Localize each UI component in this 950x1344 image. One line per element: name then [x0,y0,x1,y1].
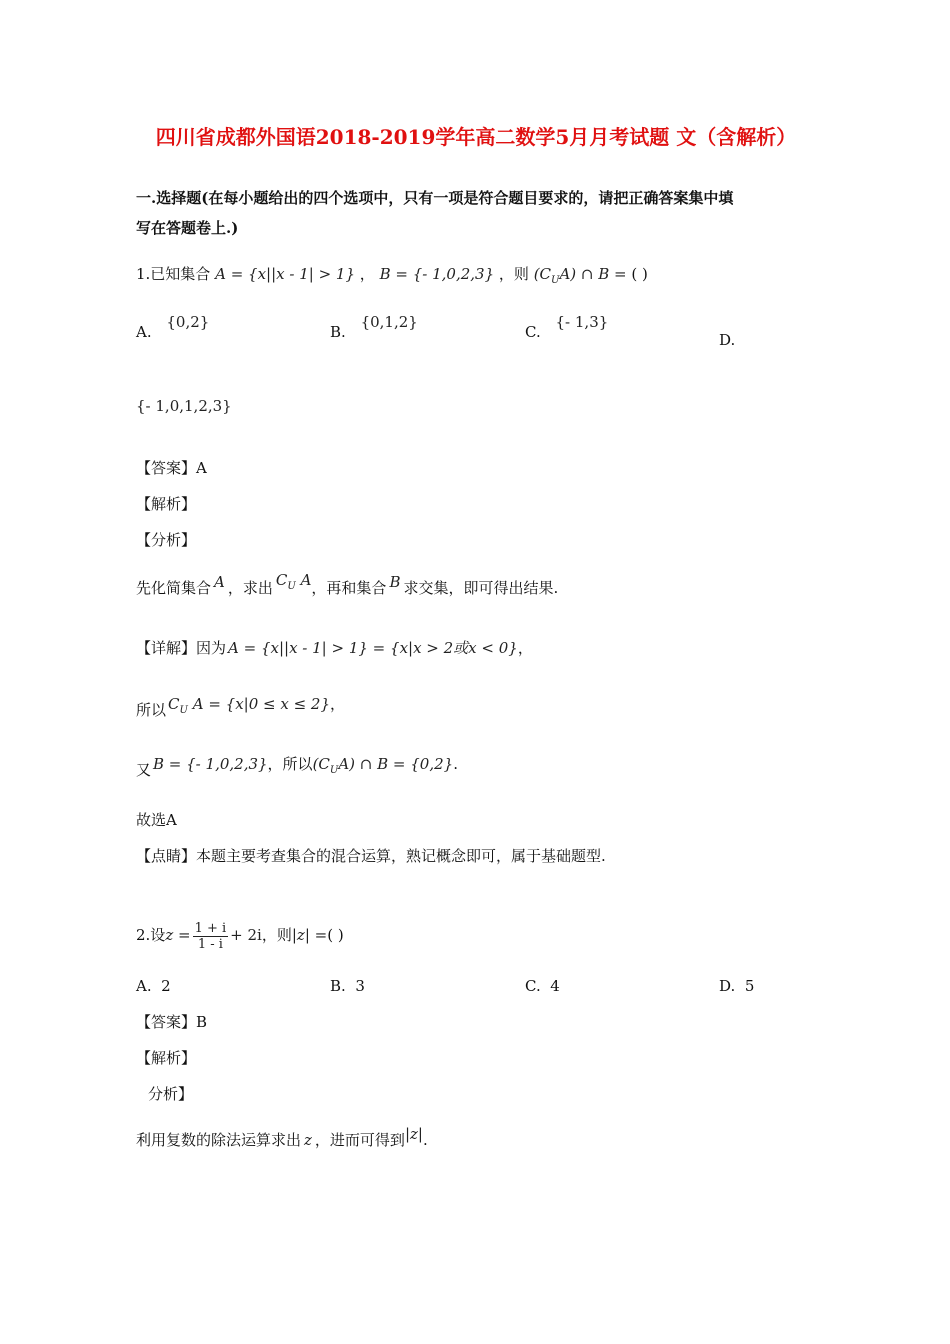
q1-option-d-value: {- 1,0,1,2,3} [136,397,232,415]
q2-fenxi-label: 分析】 [148,1085,194,1103]
section-heading-line1: 一.选择题(在每小题给出的四个选项中，只有一项是符合题目要求的，请把正确答案集中填 [136,189,734,207]
q1-prefix: 1.已知集合 [136,265,211,283]
q1-fenxi-text: 先化简集合 A ，求出 $C_U$ A，再和集合 B 求交集，即可得出结果. [136,571,559,597]
q2-option-c: C. 4 [525,977,560,995]
q1-expr: $(C_UA)$ ∩ B = [533,265,627,286]
q1-option-b: B. {0,1,2} [330,313,418,341]
q1-option-c: C. {- 1,3} [525,313,609,341]
q1-then: ，则 [498,265,529,283]
q1-set-b: B = {- 1,0,2,3} [379,265,495,283]
q2-stem: 2.设z = $\frac{1 + i}{1 - i}$ + 2i，则|z| =( ) [136,920,344,952]
q1-detail: 【详解】因为 A = {x||x - 1| > 1} = {x|x > 2或x < 0}， [136,639,533,657]
q2-option-b: B. 3 [330,977,365,995]
q1-option-d: D. [719,331,736,349]
q2-option-d: D. 5 [719,977,755,995]
q1-stem [136,264,648,291]
q1-comment: 【点睛】本题主要考查集合的混合运算，熟记概念即可，属于基础题型. [136,847,606,865]
q2-answer: 【答案】B [136,1013,208,1031]
q1-answer: 【答案】A [136,459,207,477]
q1-so1: 所以 $C_U$ A = {x|0 ≤ x ≤ 2}， [136,695,346,719]
q1-so2: 又 B = {- 1,0,2,3}，所以$(C_UA)$ ∩ B = {0,2}. [136,755,458,779]
q1-choose: 故选A [136,811,177,829]
q2-option-a: A. 2 [136,977,171,995]
q2-fenxi-text: 利用复数的除法运算求出 z ，进而可得到|z|. [136,1125,428,1149]
q1-paren: ( ) [631,265,648,283]
section-heading-line2: 写在答题卷上.) [136,219,239,237]
document-title: 四川省成都外国语2018-2019学年高二数学5月月考试题 文（含解析） [155,125,797,149]
q2-fraction: $\frac{1 + i}{1 - i}$ [194,920,227,952]
q1-sep: ， [359,265,375,283]
q2-analysis-label: 【解析】 [136,1049,197,1067]
q1-set-a: A = {x||x - 1| > 1} [215,265,355,283]
q1-analysis-label: 【解析】 [136,495,197,513]
q1-option-a: A. {0,2} [136,313,210,341]
q1-fenxi-label: 【分析】 [136,531,197,549]
